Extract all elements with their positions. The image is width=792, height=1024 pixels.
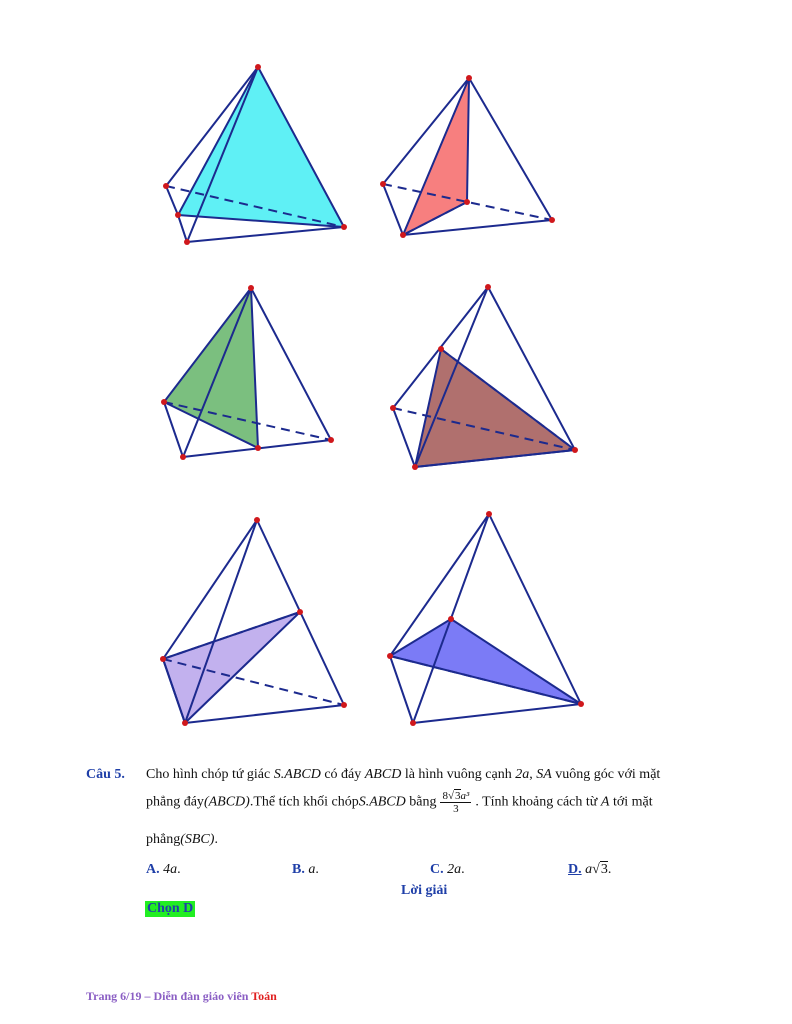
math-text: (ABCD) (203, 794, 250, 810)
option-c[interactable] (430, 862, 465, 878)
question-line-3 (146, 832, 218, 848)
option-end: . (461, 862, 465, 877)
question-text: phẳng đáy (146, 794, 204, 810)
math-text: 2a (515, 767, 530, 782)
math-text: SA (536, 767, 552, 782)
option-value: a (585, 862, 593, 877)
fraction-numerator: 8 (442, 790, 448, 802)
pyramid-figure-6 (387, 511, 584, 726)
question-text: vuông góc với mặt (551, 767, 661, 782)
question-text: có đáy (320, 767, 365, 782)
question-text: . Tính khoảng cách từ (475, 794, 601, 810)
option-key: B. (292, 862, 305, 877)
option-root: 3 (600, 862, 608, 877)
pyramid-figure-4 (390, 284, 578, 470)
question-text: .Thể tích khối chóp (249, 794, 359, 810)
option-d[interactable]: D. a√3. (568, 862, 612, 877)
question-text: phẳng (146, 832, 181, 847)
option-value: 4a (163, 862, 178, 877)
chosen-answer: Chọn D (147, 901, 194, 916)
option-b[interactable] (292, 862, 319, 878)
page-footer (86, 989, 277, 1004)
pyramid-figure-5 (160, 517, 347, 726)
question-text: , (529, 767, 537, 782)
pyramid-figure-2 (380, 75, 555, 238)
pyramid-figure-1 (163, 64, 347, 245)
option-end: . (607, 862, 612, 877)
question-text: tới mặt (609, 794, 653, 810)
volume-fraction: $\frac{\text{8√3a³}}{3}$ (442, 790, 470, 815)
fraction-denominator: 3 (453, 803, 459, 815)
option-value: 2a (447, 862, 462, 877)
option-key: D. (568, 862, 582, 877)
math-text: ABCD (364, 767, 402, 782)
question-line-2 (146, 790, 653, 815)
math-text: (SBC) (180, 832, 215, 847)
footer-separator: – (141, 989, 154, 1003)
math-text: S.ABCD (358, 794, 406, 810)
question-text: bằng (405, 794, 437, 810)
option-value: a (308, 862, 316, 877)
question-text: . (214, 832, 218, 847)
math-text: A (600, 794, 610, 810)
page-number: Trang 6/19 (86, 989, 142, 1003)
fraction-power: a³ (460, 790, 470, 802)
math-text: S.ABCD (273, 767, 321, 782)
fraction-root: 3 (455, 790, 461, 802)
solution-heading: Lời giải (401, 883, 448, 898)
question-line-1 (146, 767, 660, 783)
option-end: . (177, 862, 181, 877)
option-a[interactable] (146, 862, 181, 878)
question-text: Cho hình chóp tứ giác (146, 767, 274, 782)
forum-name: Diễn đàn giáo viên (153, 989, 252, 1003)
option-key: A. (146, 862, 160, 877)
option-key: C. (430, 862, 444, 877)
question-number: Câu 5. (86, 767, 125, 782)
question-text: là hình vuông cạnh (401, 767, 516, 782)
pyramid-figure-3 (161, 285, 334, 460)
option-end: . (315, 862, 319, 877)
subject-name: Toán (251, 989, 277, 1003)
